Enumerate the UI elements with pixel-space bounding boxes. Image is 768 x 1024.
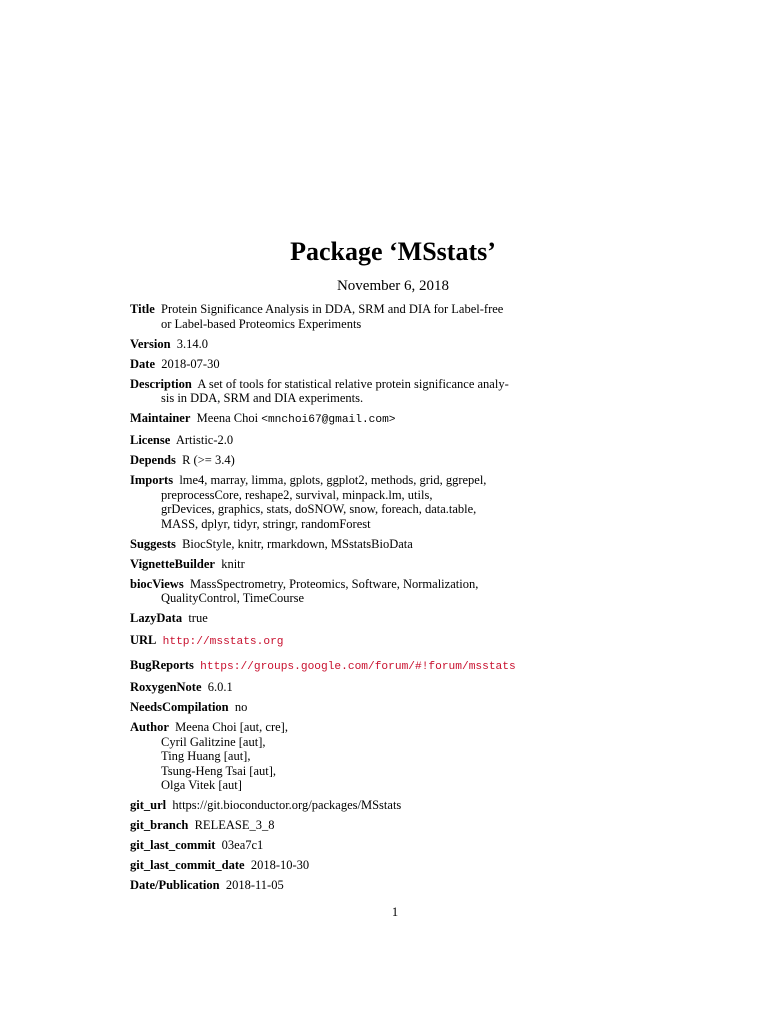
field-label: Description (130, 376, 192, 391)
field-value-continuation: preprocessCore, reshape2, survival, minpack.lm, utils, (161, 487, 433, 502)
maintainer-email[interactable]: <mnchoi67@gmail.com> (261, 414, 396, 426)
field-label: Maintainer (130, 411, 191, 425)
field-imports (130, 473, 650, 531)
field-suggests (130, 537, 650, 552)
field-value: R (>= 3.4) (182, 453, 235, 467)
field-needs-compilation (130, 700, 650, 715)
field-value-continuation: grDevices, graphics, stats, doSNOW, snow, foreach, data.table, (161, 502, 477, 516)
field-value: knitr (221, 556, 245, 571)
field-vignette-builder (130, 557, 650, 572)
field-git-last-commit (130, 838, 650, 853)
page-number: 1 (391, 905, 399, 919)
field-value-continuation: Olga Vitek [aut] (161, 778, 242, 792)
field-date-publication (130, 878, 650, 893)
document-date: November 6, 2018 (336, 278, 450, 294)
field-value: 3.14.0 (176, 336, 209, 351)
field-label: Date/Publication (130, 878, 220, 892)
field-label: Author (130, 720, 169, 734)
field-label: Date (130, 356, 155, 371)
field-value: MassSpectrometry, Proteomics, Software, Normalization, (189, 576, 479, 591)
field-url (130, 633, 650, 650)
field-label: git_url (130, 798, 167, 812)
field-label: License (130, 433, 171, 447)
field-value: Artistic-2.0 (175, 433, 234, 447)
field-value-continuation: or Label-based Proteomics Experiments (161, 316, 362, 331)
bugreports-link[interactable]: https://groups.google.com/forum/#!forum/msstats (200, 661, 516, 673)
field-maintainer (130, 411, 650, 428)
field-author (130, 720, 650, 793)
field-value-continuation: Tsung-Heng Tsai [aut], (161, 763, 277, 778)
field-git-branch (130, 818, 650, 833)
package-title: Package ‘MSstats’ (290, 237, 496, 266)
field-label: URL (130, 632, 157, 647)
field-roxygen-note (130, 680, 650, 695)
field-value-continuation: QualityControl, TimeCourse (161, 591, 305, 605)
field-value: 2018-10-30 (250, 858, 310, 872)
field-label: Title (130, 302, 155, 316)
field-value-continuation: sis in DDA, SRM and DIA experiments. (161, 391, 364, 405)
field-license (130, 433, 650, 448)
field-label: git_last_commit_date (130, 858, 245, 872)
field-label: BugReports (130, 658, 194, 672)
field-label: LazyData (130, 611, 183, 625)
field-label: Version (130, 336, 171, 351)
field-value: true (188, 611, 208, 625)
field-value: https://git.bioconductor.org/packages/MSstats (172, 798, 402, 812)
field-value: no (234, 700, 248, 714)
field-label: biocViews (130, 576, 184, 591)
field-description (130, 377, 650, 406)
field-value: 2018-07-30 (161, 356, 220, 371)
field-value-continuation: MASS, dplyr, tidyr, stringr, randomForest (161, 516, 371, 531)
field-value: 6.0.1 (207, 680, 233, 694)
field-value: RELEASE_3_8 (194, 818, 275, 832)
field-label: VignetteBuilder (130, 556, 215, 571)
field-label: NeedsCompilation (130, 700, 229, 714)
field-label: Depends (130, 453, 176, 467)
field-value: 2018-11-05 (225, 878, 284, 892)
field-value: Protein Significance Analysis in DDA, SRM and DIA for Label-free (161, 302, 504, 316)
field-value: lme4, marray, limma, gplots, ggplot2, methods, grid, ggrepel, (179, 473, 487, 487)
field-git-url (130, 798, 650, 813)
field-biocviews (130, 577, 650, 606)
field-value-continuation: Ting Huang [aut], (161, 749, 251, 763)
field-label: git_last_commit (130, 838, 216, 852)
url-link[interactable]: http://msstats.org (162, 635, 284, 648)
field-date (130, 357, 650, 372)
description-fields (130, 302, 650, 898)
field-value: A set of tools for statistical relative protein significance analy- (197, 376, 509, 391)
field-value: 03ea7c1 (221, 838, 264, 852)
field-value-continuation: Cyril Galitzine [aut], (161, 734, 266, 749)
field-bugreports (130, 658, 650, 675)
field-depends (130, 453, 650, 468)
field-value: Meena Choi [aut, cre], (175, 720, 288, 734)
field-label: Imports (130, 473, 174, 487)
field-lazydata (130, 611, 650, 626)
field-label: git_branch (130, 818, 189, 832)
field-title (130, 302, 650, 331)
field-label: Suggests (130, 536, 176, 551)
field-value: BiocStyle, knitr, rmarkdown, MSstatsBioData (182, 536, 413, 551)
field-label: RoxygenNote (130, 680, 202, 694)
field-version (130, 337, 650, 352)
field-git-last-commit-date (130, 858, 650, 873)
maintainer-name: Meena Choi (196, 411, 259, 425)
